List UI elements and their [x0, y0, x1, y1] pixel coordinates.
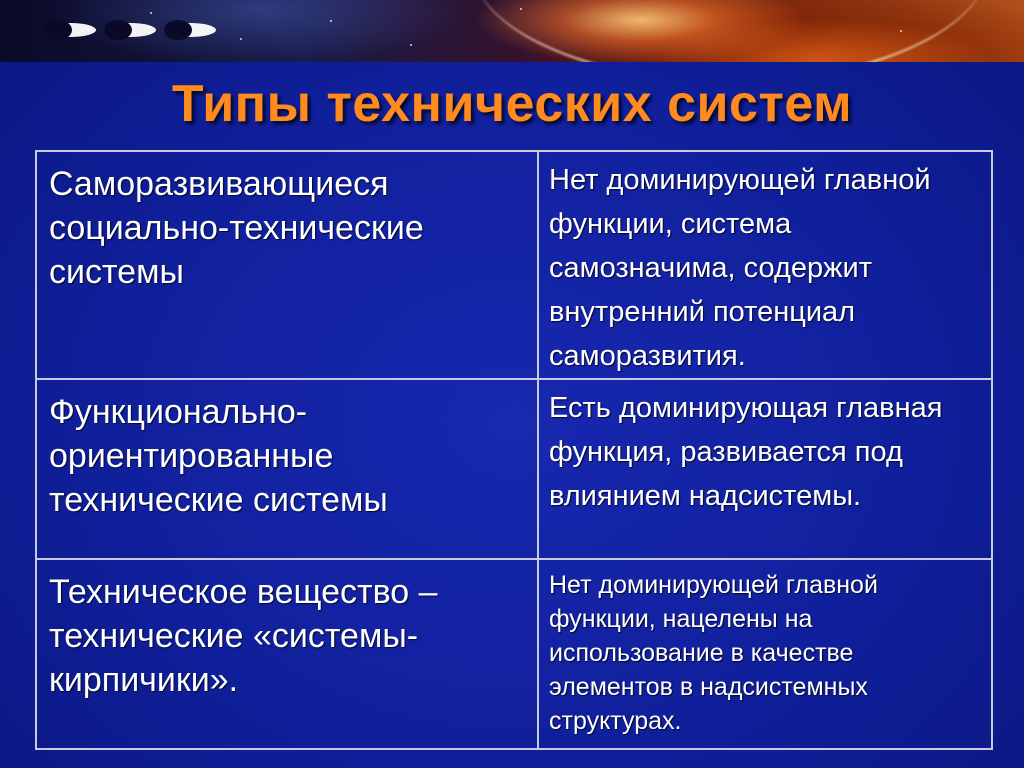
space-banner	[0, 0, 1024, 62]
star	[240, 38, 242, 40]
star	[330, 20, 332, 22]
table-row	[36, 151, 992, 379]
table-row	[36, 559, 992, 749]
planet-glow-arc	[470, 0, 990, 62]
slide-title: Типы технических систем	[171, 75, 853, 133]
system-description-cell: Есть доминирующая главная функция, развивается под влиянием надсистемы.	[538, 379, 992, 559]
system-type-cell: Техническое вещество – технические «системы-кирпичики».	[36, 559, 538, 749]
star	[150, 12, 152, 14]
star	[410, 44, 412, 46]
table-row	[36, 379, 992, 559]
triple-swoosh-icon	[40, 18, 220, 42]
system-type-cell: Функционально-ориентированные технические системы	[36, 379, 538, 559]
system-type-cell: Саморазвивающиеся социально-технические системы	[36, 151, 538, 379]
system-description-cell: Нет доминирующей главной функции, система самозначима, содержит внутренний потенциал саморазвития.	[538, 151, 992, 379]
star	[520, 8, 522, 10]
systems-table	[35, 150, 993, 750]
star	[900, 30, 902, 32]
system-description-cell: Нет доминирующей главной функции, нацелены на использование в качестве элементов в надсистемных структурах.	[538, 559, 992, 749]
